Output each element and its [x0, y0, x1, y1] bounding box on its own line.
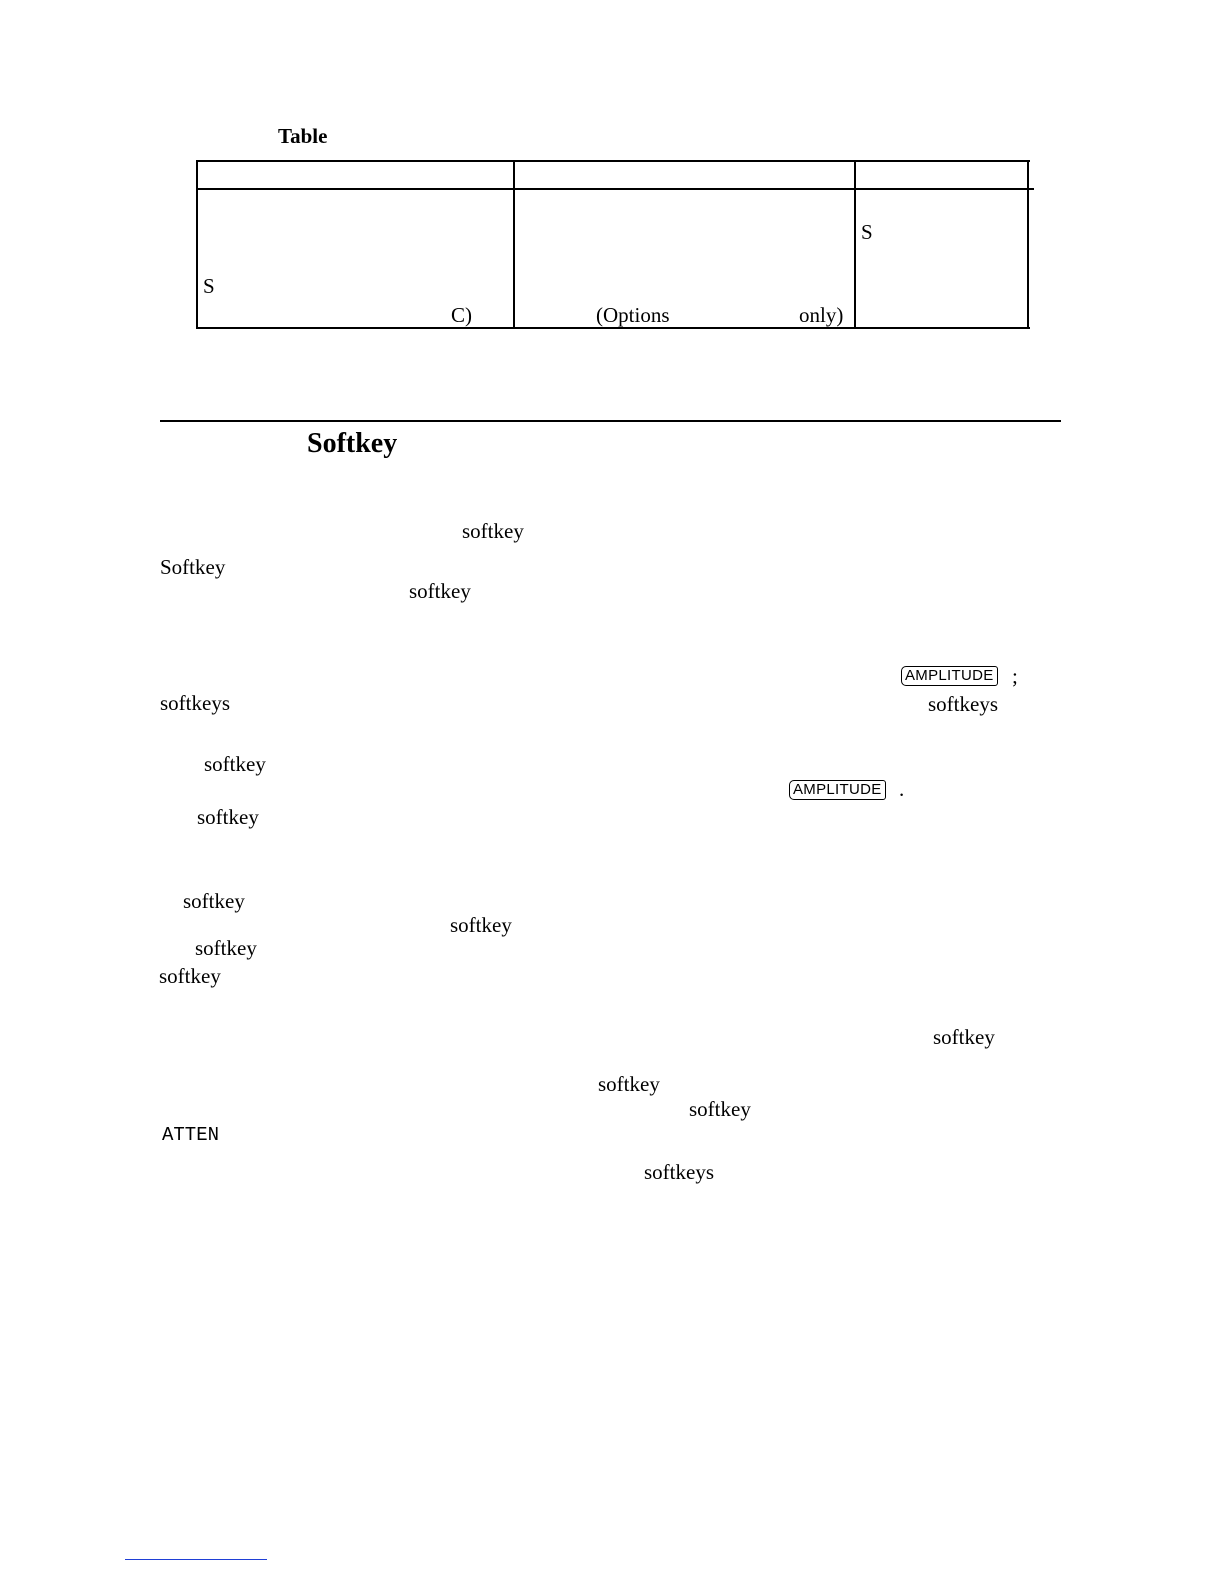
table-left-border — [196, 160, 198, 329]
table-cell-col1-end: C) — [451, 303, 472, 327]
table-col-divider-2 — [854, 160, 856, 329]
table-caption: Table — [278, 124, 328, 148]
text-fragment: softkey — [462, 519, 524, 543]
text-fragment: softkey — [598, 1072, 660, 1096]
text-fragment: softkey — [159, 964, 221, 988]
text-fragment: softkey — [933, 1025, 995, 1049]
text-fragment: softkey — [197, 805, 259, 829]
footnote-rule — [125, 1559, 267, 1560]
amplitude-key: AMPLITUDE — [901, 666, 998, 686]
text-fragment: softkey — [195, 936, 257, 960]
text-fragment: softkeys — [928, 692, 998, 716]
table-header-rule — [196, 188, 1034, 190]
table-cell-col3-s: S — [861, 220, 873, 244]
table-cell-col2-only: only) — [799, 303, 844, 327]
table-cell-col2-options: (Options — [596, 303, 670, 327]
amplitude-key: AMPLITUDE — [789, 780, 886, 800]
text-fragment: . — [899, 777, 905, 801]
text-fragment: ; — [1012, 664, 1018, 688]
table-cell-col1-s: S — [203, 274, 215, 298]
text-fragment: softkey — [689, 1097, 751, 1121]
atten-annotation: ATTEN — [162, 1124, 220, 1146]
text-fragment: softkey — [409, 579, 471, 603]
table-top-rule — [196, 160, 1030, 162]
table-col-divider-1 — [513, 160, 515, 329]
text-fragment: softkey — [204, 752, 266, 776]
text-fragment: softkeys — [160, 691, 230, 715]
text-fragment: softkey — [450, 913, 512, 937]
text-fragment: softkey — [183, 889, 245, 913]
table-right-border — [1027, 160, 1029, 329]
text-fragment: Softkey — [160, 555, 226, 579]
text-fragment: softkeys — [644, 1160, 714, 1184]
section-heading: Softkey — [307, 428, 398, 459]
section-rule — [160, 420, 1061, 422]
